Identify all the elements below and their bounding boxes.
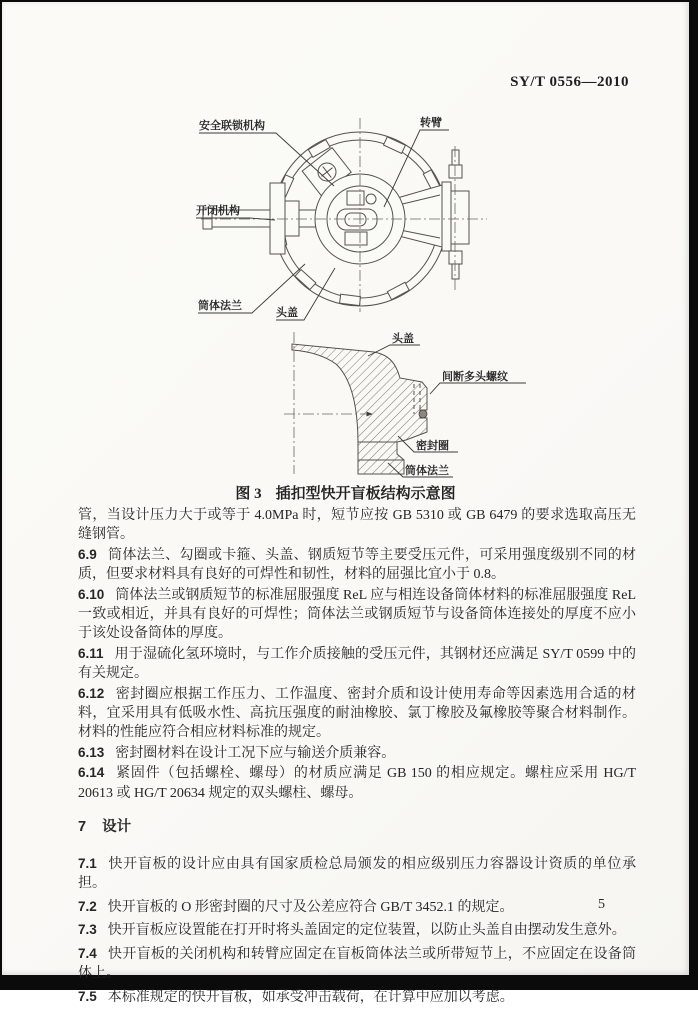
- arm-hub-cylinder: [451, 191, 469, 244]
- clause-number: 7.4: [78, 945, 97, 961]
- clause-text: 快开盲板应设置能在打开时将头盖固定的定位装置，以防止头盖自由摆动发生意外。: [107, 923, 626, 939]
- paragraph-text: 管，当设计压力大于或等于 4.0MPa 时，短节应按 GB 5310 或 GB 6479 的要求选取高压无缝钢管。: [78, 508, 636, 543]
- clause-text: 本标准规定的快开盲板，如承受冲击载荷，在计算中应加以考虑。: [107, 990, 514, 1006]
- cylinder-flange-label: 筒体法兰: [198, 300, 242, 312]
- clause-number: 7.5: [78, 989, 97, 1005]
- clause-number: 7.3: [78, 922, 97, 938]
- label-cylinder-flange-front: [198, 264, 305, 313]
- seal-ring-detail: [419, 410, 427, 418]
- clause-text: 密封圈应根据工作压力、工作温度、密封介质和设计使用寿命等因素选用合适的材料，宜采用具有低吸水性、高抗压强度的耐油橡胶、氯丁橡胶及氟橡胶等聚合材料制作。材料的性能应符合相应材料标准的规定。: [78, 686, 636, 741]
- body-text: [78, 506, 636, 1011]
- cylinder-flange-label: 筒体法兰: [405, 465, 449, 477]
- clause-text: 密封圈材料在设计工况下应与输送介质兼容。: [115, 745, 396, 761]
- clause-text: 快开盲板的 O 形密封圈的尺寸及公差应符合 GB/T 3452.1 的规定。: [107, 899, 514, 915]
- clause-7-2: [78, 897, 636, 918]
- clause-6-10: [78, 585, 636, 644]
- label-interrupted-thread: [430, 369, 526, 394]
- safety-interlock-label: 安全联锁机构: [199, 120, 265, 132]
- clause-text: 紧固件（包括螺栓、螺母）的材质应满足 GB 150 的相应规定。螺柱应采用 HG/T 20613 或 HG/T 20634 规定的双头螺柱、螺母。: [78, 766, 636, 801]
- section-title: 设计: [102, 819, 132, 836]
- figure-front-view: [187, 106, 502, 326]
- section-7-clauses: [78, 854, 636, 1008]
- bracket-bolt-top: [449, 150, 462, 178]
- seal-ring-label: 密封圈: [416, 440, 449, 452]
- head-cover-label: 头盖: [392, 333, 414, 345]
- section-number: 7: [78, 819, 87, 836]
- clause-text: 快开盲板的设计应由具有国家质检总局颁发的相应级别压力容器设计资质的单位承担。: [78, 856, 636, 892]
- clause-text: 用于湿硫化氢环境时，与工作介质接触的受压元件，其钢材还应满足 SY/T 0599 中的有关规定。: [78, 646, 636, 682]
- clause-6-12: [78, 684, 636, 743]
- label-head-cover-section: [368, 331, 420, 356]
- open-close-label: 开闭机构: [196, 205, 240, 217]
- figure-number: 图 3: [235, 486, 262, 502]
- shaft-plate: [270, 183, 285, 254]
- clause-text: 筒体法兰或钢质短节的标准屈服强度 ReL 应与相连设备筒体材料的标准屈服强度 ReL 一致或相近，并具有良好的可焊性；筒体法兰或钢质短节与设备筒体连接处的厚度不应小于该处设备筒体的厚度。: [78, 587, 636, 642]
- clause-7-5: [78, 987, 636, 1008]
- clause-number: 7.2: [78, 898, 97, 914]
- figure-title: 插扣型快开盲板结构示意图: [275, 486, 456, 502]
- paragraph-continuation: [78, 506, 636, 545]
- clause-number: 6.14: [78, 765, 105, 781]
- clause-7-3: [78, 920, 636, 941]
- clause-number: 6.11: [78, 645, 104, 661]
- clause-text: 快开盲板的关闭机构和转臂应固定在盲板筒体法兰或所带短节上，不应固定在设备筒体上。: [78, 946, 636, 982]
- clause-7-1: [78, 854, 636, 894]
- document-page: [2, 2, 689, 1006]
- clause-6-11: [78, 644, 636, 684]
- clause-number: 6.10: [78, 586, 105, 602]
- clause-6-9: [78, 545, 636, 585]
- clause-6-13: [78, 743, 636, 763]
- figure-caption: [62, 482, 629, 503]
- head-cover-label: 头盖: [276, 307, 298, 319]
- bracket-bolt-bottom: [449, 251, 462, 279]
- standard-code-header: SY/T 0556—2010: [510, 74, 629, 90]
- rotating-arm-label: 转臂: [420, 117, 442, 129]
- figure-section-view: [284, 324, 532, 486]
- clause-number: 6.12: [78, 685, 105, 701]
- clause-number: 6.13: [78, 744, 105, 760]
- section-7-heading: [78, 818, 636, 837]
- clause-number: 7.1: [78, 855, 97, 871]
- clause-6-14: [78, 763, 636, 803]
- clause-7-4: [78, 944, 636, 984]
- interrupted-thread-label: 间断多头螺纹: [442, 371, 508, 383]
- section-profile: [292, 344, 427, 474]
- arm-bracket-plate: [442, 182, 451, 251]
- page-number: 5: [598, 897, 605, 912]
- clause-text: 筒体法兰、勾圈或卡箍、头盖、钢质短节等主要受压元件，可采用强度级别不同的材质，但要求材料具有良好的可焊性和韧性，材料的屈强比宜小于 0.8。: [78, 547, 636, 583]
- clause-number: 6.9: [78, 546, 97, 562]
